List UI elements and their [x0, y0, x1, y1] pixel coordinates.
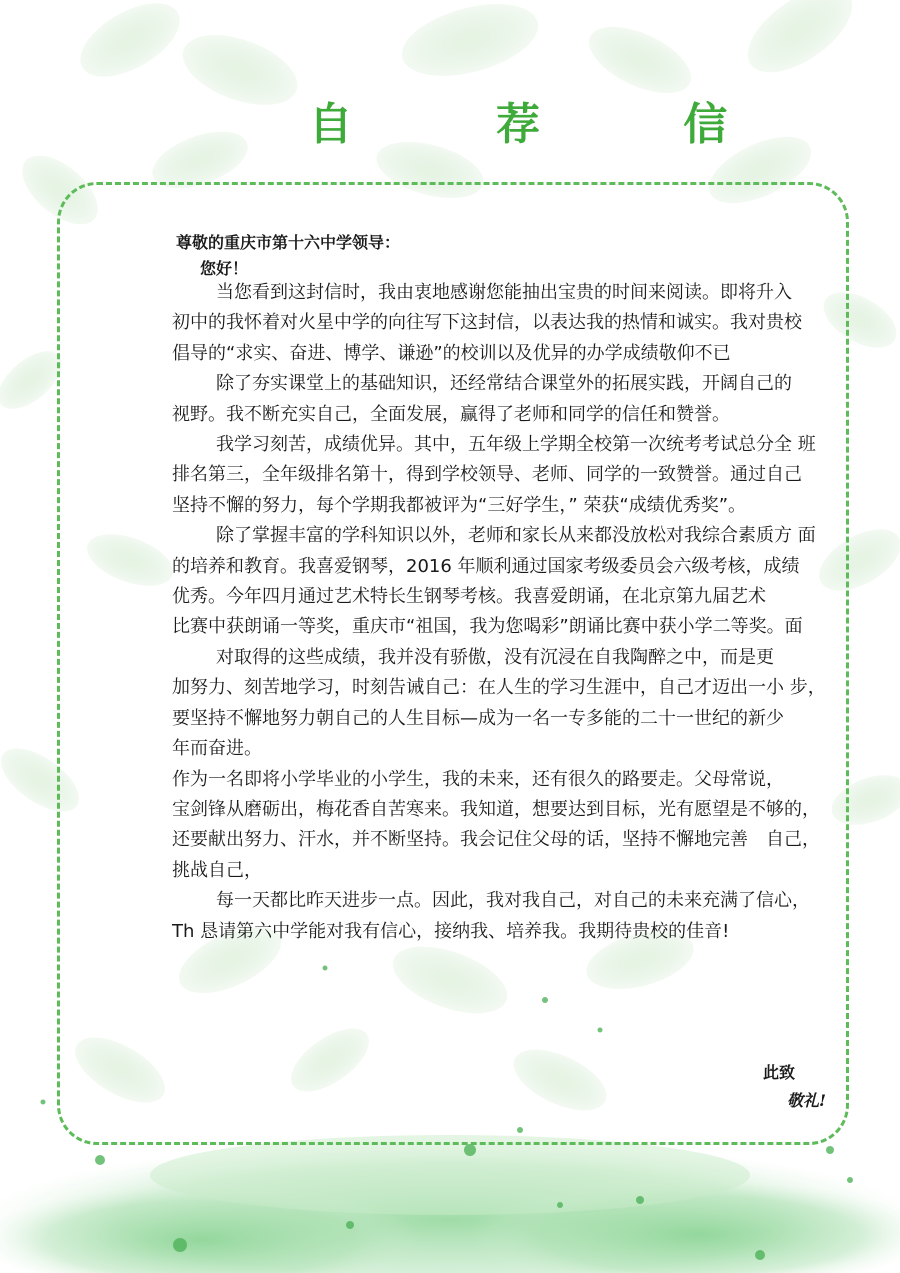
body-line: 每一天都比昨天进步一点。因此，我对我自己，对自己的未来充满了信心， — [216, 890, 810, 912]
body-line: 当您看到这封信时，我由衷地感谢您能抽出宝贵的时间来阅读。即将升入 — [216, 282, 792, 303]
body-line: 比赛中获朗诵一等奖，重庆市“祖国，我为您喝彩”朗诵比赛中获小学二等奖。面 — [172, 616, 803, 638]
greeting-hello: 您好！ — [200, 259, 249, 278]
body-line: 加努力、刻苦地学习，时刻告诫自己：在人生的学习生涯中，自己才迈出一小 步， — [172, 677, 826, 699]
body-line: 初中的我怀着对火星中学的向往写下这封信，以表达我的热情和诚实。我对贵校 — [172, 312, 802, 334]
watercolor-wash — [0, 1135, 900, 1273]
body-line: 排名第三，全年级排名第十，得到学校领导、老师、同学的一致赞誉。通过自己 — [172, 464, 802, 486]
body-line: 挑战自己， — [172, 859, 262, 881]
salutation: 尊敬的重庆市第十六中学领导： — [176, 233, 401, 252]
letter-body — [172, 278, 872, 947]
body-line: 对取得的这些成绩，我并没有骄傲，没有沉浸在自我陶醉之中，而是更 — [216, 646, 774, 668]
body-line: 作为一名即将小学毕业的小学生，我的未来，还有很久的路要走。父母常说， — [172, 768, 784, 790]
page-title: 自 荐 信 — [308, 99, 792, 150]
body-line: 还要献出努力、汗水，并不断坚持。我会记住父母的话，坚持不懈地完善 自己， — [172, 829, 820, 851]
body-line: 除了掌握丰富的学科知识以外，老师和家长从来都没放松对我综合素质方 面 — [216, 525, 816, 547]
body-line: 我学习刻苦，成绩优异。其中，五年级上学期全校第一次统考考试总分全 班 — [216, 434, 816, 456]
body-line: 视野。我不断充实自己，全面发展，赢得了老师和同学的信任和赞誉。 — [172, 403, 730, 425]
body-line: 优秀。今年四月通过艺术特长生钢琴考核。我喜爱朗诵，在北京第九届艺术 — [172, 586, 766, 608]
body-line: 要坚持不懈地努力朝自己的人生目标—成为一名一专多能的二十一世纪的新少 — [172, 707, 784, 729]
letter-greeting — [176, 230, 400, 282]
body-line: 的培养和教育。我喜爱钢琴，2016 年顺利通过国家考级委员会六级考核，成绩 — [172, 555, 800, 577]
body-line: 宝剑锋从磨砺出，梅花香自苦寒来。我知道，想要达到目标，光有愿望是不够的， — [172, 798, 820, 820]
body-line: 坚持不懈的努力，每个学期我都被评为“三好学生，” 荣获“成绩优秀奖”。 — [172, 494, 747, 516]
body-line: 年而奋进。 — [172, 738, 262, 760]
closing-line-2: 敬礼! — [787, 1091, 827, 1110]
body-line: 除了夯实课堂上的基础知识，还经常结合课堂外的拓展实践，开阔自己的 — [216, 373, 792, 395]
body-line: Th 恳请第六中学能对我有信心，接纳我、培养我。我期待贵校的佳音! — [172, 920, 730, 942]
body-line: 倡导的“求实、奋进、博学、谦逊”的校训以及优异的办学成绩敬仰不已 — [172, 342, 731, 364]
closing-line-1: 此致 — [763, 1063, 796, 1082]
